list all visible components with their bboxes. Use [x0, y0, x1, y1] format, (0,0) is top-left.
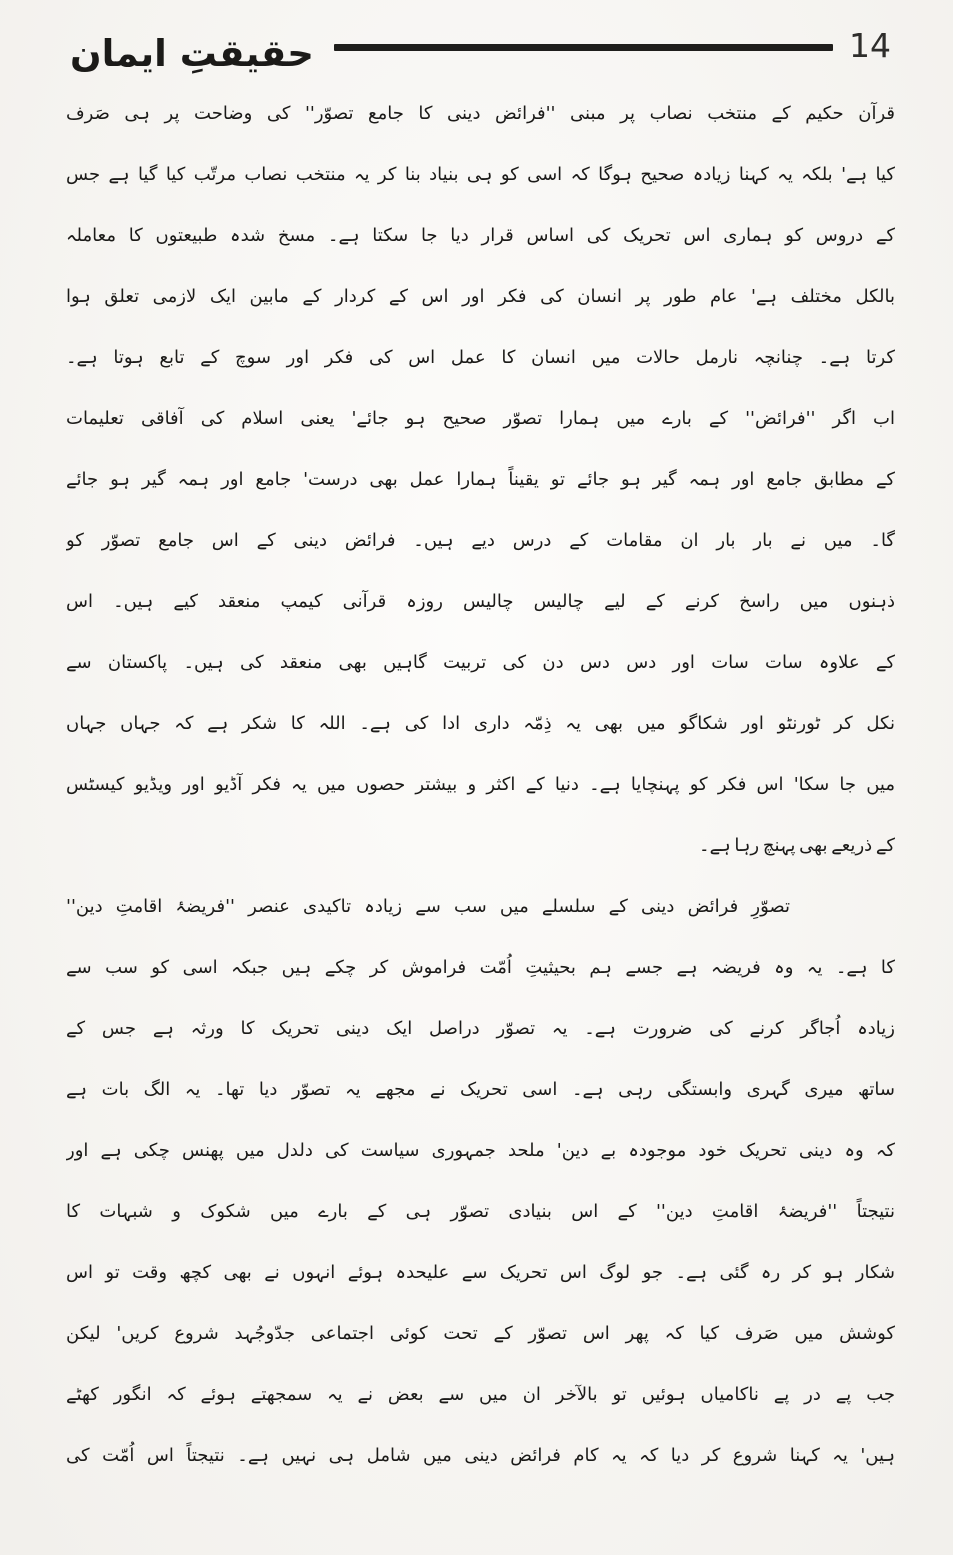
text-line: کے دروس کو ہماری اس تحریک کی اساس قرار دیا جا سکتا ہے۔ مسخ شدہ طبیعتوں کا معاملہ	[66, 225, 895, 246]
text-line: جب پے در پے ناکامیاں ہوئیں تو بالآخر ان میں سے بعض نے یہ سمجھتے ہوئے کہ انگور کھٹے	[66, 1384, 895, 1405]
text-line: کرتا ہے۔ چنانچہ نارمل حالات میں انسان کا عمل اس کی فکر اور سوچ کے تابع ہوتا ہے۔	[66, 347, 895, 368]
text-line: میں جا سکا' اس فکر کو پہنچایا ہے۔ دنیا کے اکثر و بیشتر حصوں میں یہ فکر آڈیو اور ویڈیو کیسٹس	[66, 774, 895, 795]
text-line: کے مطابق جامع اور ہمہ گیر ہو جائے تو یقیناً ہمارا عمل بھی درست' جامع اور ہمہ گیر ہو جائے	[66, 469, 895, 490]
text-line-paragraph-start: تصوّرِ فرائض دینی کے سلسلے میں سب سے زیادہ تاکیدی عنصر ''فریضۂ اقامتِ دین''	[66, 896, 790, 917]
page-body	[0, 83, 953, 1486]
page-number: 14	[849, 26, 891, 65]
text-line: نکل کر ٹورنٹو اور شکاگو میں بھی یہ ذِمّہ داری ادا کی ہے۔ اللہ کا شکر ہے کہ جہاں جہاں	[66, 713, 895, 734]
text-line: کوشش میں صَرف کیا کہ پھر اس تصوّر کے تحت کوئی اجتماعی جدّوجُہد شروع کریں' لیکن	[66, 1323, 895, 1344]
text-line-paragraph-end: کے ذریعے بھی پہنچ رہا ہے۔	[699, 835, 895, 856]
text-line: زیادہ اُجاگر کرنے کی ضرورت ہے۔ یہ تصوّر دراصل ایک دینی تحریک کا ورثہ ہے جس کے	[66, 1018, 895, 1039]
text-line: گا۔ میں نے بار بار ان مقامات کے درس دیے ہیں۔ فرائض دینی کے اس جامع تصوّر کو	[66, 530, 895, 551]
text-line: کا ہے۔ یہ وہ فریضہ ہے جسے ہم بحیثیتِ اُمّت فراموش کر چکے ہیں جبکہ اسی کو سب سے	[66, 957, 895, 978]
text-line: کے علاوہ سات سات اور دس دس دن کی تربیت گاہیں بھی منعقد کی ہیں۔ پاکستان سے	[66, 652, 895, 673]
text-line: کیا ہے' بلکہ یہ کہنا زیادہ صحیح ہوگا کہ اسی کو ہی بنیاد بنا کر یہ منتخب نصاب مرتّب کیا گیا ہے جس	[66, 164, 895, 185]
text-line: کہ وہ دینی تحریک خود موجودہ بے دین' ملحد جمہوری سیاست کی دلدل میں پھنس چکی ہے اور	[66, 1140, 895, 1161]
text-line: اب اگر ''فرائض'' کے بارے میں ہمارا تصوّر صحیح ہو جائے' یعنی اسلام کی آفاقی تعلیمات	[66, 408, 895, 429]
text-line: بالکل مختلف ہے' عام طور پر انسان کی فکر اور اس کے کردار کے مابین ایک لازمی تعلق ہوا	[66, 286, 895, 307]
text-line: نتیجتاً ''فریضۂ اقامتِ دین'' کے اس بنیادی تصوّر ہی کے بارے میں شکوک و شبہات کا	[66, 1201, 895, 1222]
text-line: ذہنوں میں راسخ کرنے کے لیے چالیس چالیس روزہ قرآنی کیمپ منعقد کیے ہیں۔ اس	[66, 591, 895, 612]
text-line: شکار ہو کر رہ گئی ہے۔ جو لوگ اس تحریک سے علیحدہ ہوئے انہوں نے بھی کچھ وقت تو اس	[66, 1262, 895, 1283]
text-line: ساتھ میری گہری وابستگی رہی ہے۔ اسی تحریک نے مجھے یہ تصوّر دیا تھا۔ یہ الگ بات ہے	[66, 1079, 895, 1100]
text-line: قرآن حکیم کے منتخب نصاب پر مبنی ''فرائض دینی کا جامع تصوّر'' کی وضاحت پر ہی صَرف	[66, 103, 895, 124]
text-line: ہیں' یہ کہنا شروع کر دیا کہ یہ کام فرائض دینی میں شامل ہی نہیں ہے۔ نتیجتاً اس اُمّت کی	[66, 1445, 895, 1466]
page-header	[70, 26, 891, 75]
header-rule	[334, 44, 833, 51]
book-title: حقیقتِ ایمان	[70, 32, 314, 75]
